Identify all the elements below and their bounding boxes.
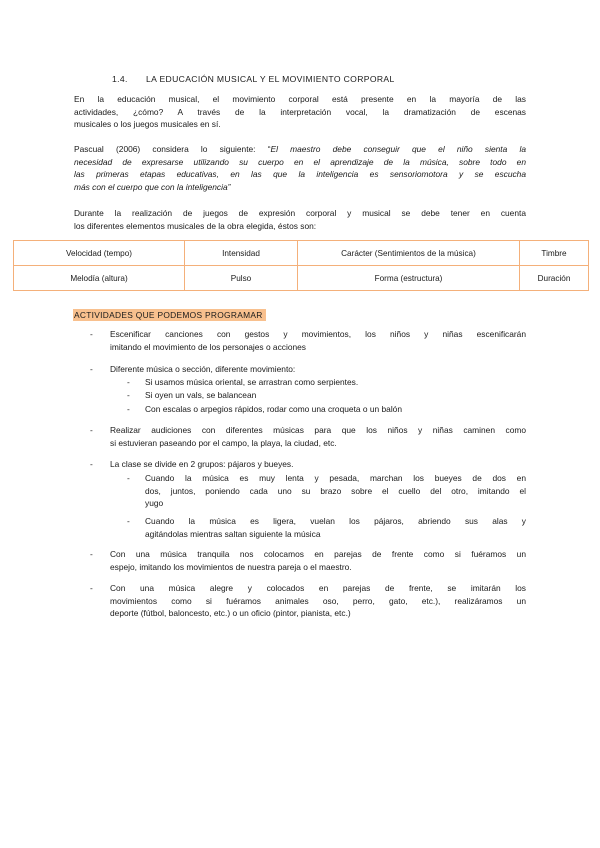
- bullet-dash: -: [90, 549, 93, 559]
- quote-text: El maestro debe conseguir que el niño sienta la: [270, 144, 526, 154]
- table-cell: Duración: [520, 266, 589, 291]
- quote-paragraph: [74, 143, 526, 193]
- list-item-line: Escenificar canciones con gestos y movimientos, los niños y niñas escenificarán: [110, 329, 526, 339]
- games-paragraph: [74, 207, 526, 232]
- quote-lead: Pascual (2006) considera lo siguiente: “: [74, 144, 271, 154]
- intro-line: actividades, ¿cómo? A través de la interpretación vocal, la dramatización de escenas: [74, 106, 526, 117]
- list-item-line: Con una música tranquila nos colocamos en parejas de frente como si fuéramos un: [110, 549, 526, 559]
- list-item-line: Cuando la música es ligera, vuelan los pájaros, abriendo sus alas y: [145, 516, 526, 526]
- table-cell: Melodía (altura): [14, 266, 185, 291]
- intro-line: En la educación musical, el movimiento corporal está presente en la mayoría de las: [74, 94, 526, 104]
- list-item-line: deporte (fútbol, baloncesto, etc.) o un oficio (pintor, pianista, etc.): [110, 608, 351, 618]
- section-number: 1.4.: [112, 74, 128, 84]
- bullet-dash: -: [90, 583, 93, 593]
- list-item-line: si estuvieran paseando por el campo, la playa, la ciudad, etc.: [110, 437, 337, 448]
- bullet-dash: -: [90, 425, 93, 435]
- section-title: LA EDUCACIÓN MUSICAL Y EL MOVIMIENTO CORPORAL: [146, 74, 395, 84]
- list-item-line: Diferente música o sección, diferente movimiento:: [110, 364, 296, 374]
- intro-line: musicales o los juegos musicales en sí.: [74, 119, 221, 129]
- musical-elements-table: [13, 240, 589, 291]
- bullet-dash: -: [127, 404, 130, 414]
- table-cell: Timbre: [520, 241, 589, 266]
- bullet-dash: -: [90, 364, 93, 374]
- list-item-line: Con una música alegre y colocados en parejas de frente, se imitarán los: [110, 583, 526, 593]
- quote-line: necesidad de expresarse utilizando su cuerpo en el aprendizaje de la música, sobre todo en: [74, 156, 526, 167]
- list-item-line: Realizar audiciones con diferentes músicas para que los niños y niñas caminen como: [110, 425, 526, 435]
- table-row: [14, 266, 589, 291]
- list-item-line: Si oyen un vals, se balancean: [145, 390, 257, 400]
- section-heading: [112, 74, 395, 84]
- table-cell: Forma (estructura): [298, 266, 520, 291]
- bullet-dash: -: [90, 329, 93, 339]
- table-cell: Intensidad: [185, 241, 298, 266]
- table-cell: Velocidad (tempo): [14, 241, 185, 266]
- quote-line: [74, 143, 526, 156]
- table-cell: Carácter (Sentimientos de la música): [298, 241, 520, 266]
- list-item-line: Con escalas o arpegios rápidos, rodar como una croqueta o un balón: [145, 404, 402, 414]
- bullet-dash: -: [127, 473, 130, 483]
- list-item-line: Si usamos música oriental, se arrastran como serpientes.: [145, 377, 359, 387]
- list-item-line: imitando el movimiento de los personajes o acciones: [110, 341, 306, 352]
- intro-paragraph: [74, 93, 526, 131]
- table-row: [14, 241, 589, 266]
- bullet-dash: -: [127, 390, 130, 400]
- quote-line: más con el cuerpo que con la inteligencia”: [74, 181, 231, 192]
- bullet-dash: -: [127, 377, 130, 387]
- table-cell: Pulso: [185, 266, 298, 291]
- list-item-line: dos, juntos, poniendo cada uno su brazo sobre el cuello del otro, imitando el: [145, 485, 526, 496]
- games-line: los diferentes elementos musicales de la obra elegida, éstos son:: [74, 220, 317, 231]
- games-line: Durante la realización de juegos de expresión corporal y musical se debe tener en cuenta: [74, 208, 526, 218]
- bullet-dash: -: [127, 516, 130, 526]
- list-item-line: yugo: [145, 498, 164, 508]
- list-item-line: movimientos como si fuéramos animales oso, perro, gato, etc.), realizáramos un: [110, 595, 526, 606]
- list-item-line: Cuando la música es muy lenta y pesada, marchan los bueyes de dos en: [145, 473, 526, 483]
- list-item-line: La clase se divide en 2 grupos: pájaros y bueyes.: [110, 459, 294, 469]
- list-item-line: agitándolas mientras saltan siguiente la música: [145, 528, 321, 539]
- list-item-line: espejo, imitando los movimientos de nuestra pareja o el maestro.: [110, 561, 352, 572]
- activities-heading: ACTIVIDADES QUE PODEMOS PROGRAMAR: [73, 309, 266, 321]
- bullet-dash: -: [90, 459, 93, 469]
- quote-line: las primeras etapas educativas, en las que la inteligencia es sensoriomotora y se escucha: [74, 169, 526, 179]
